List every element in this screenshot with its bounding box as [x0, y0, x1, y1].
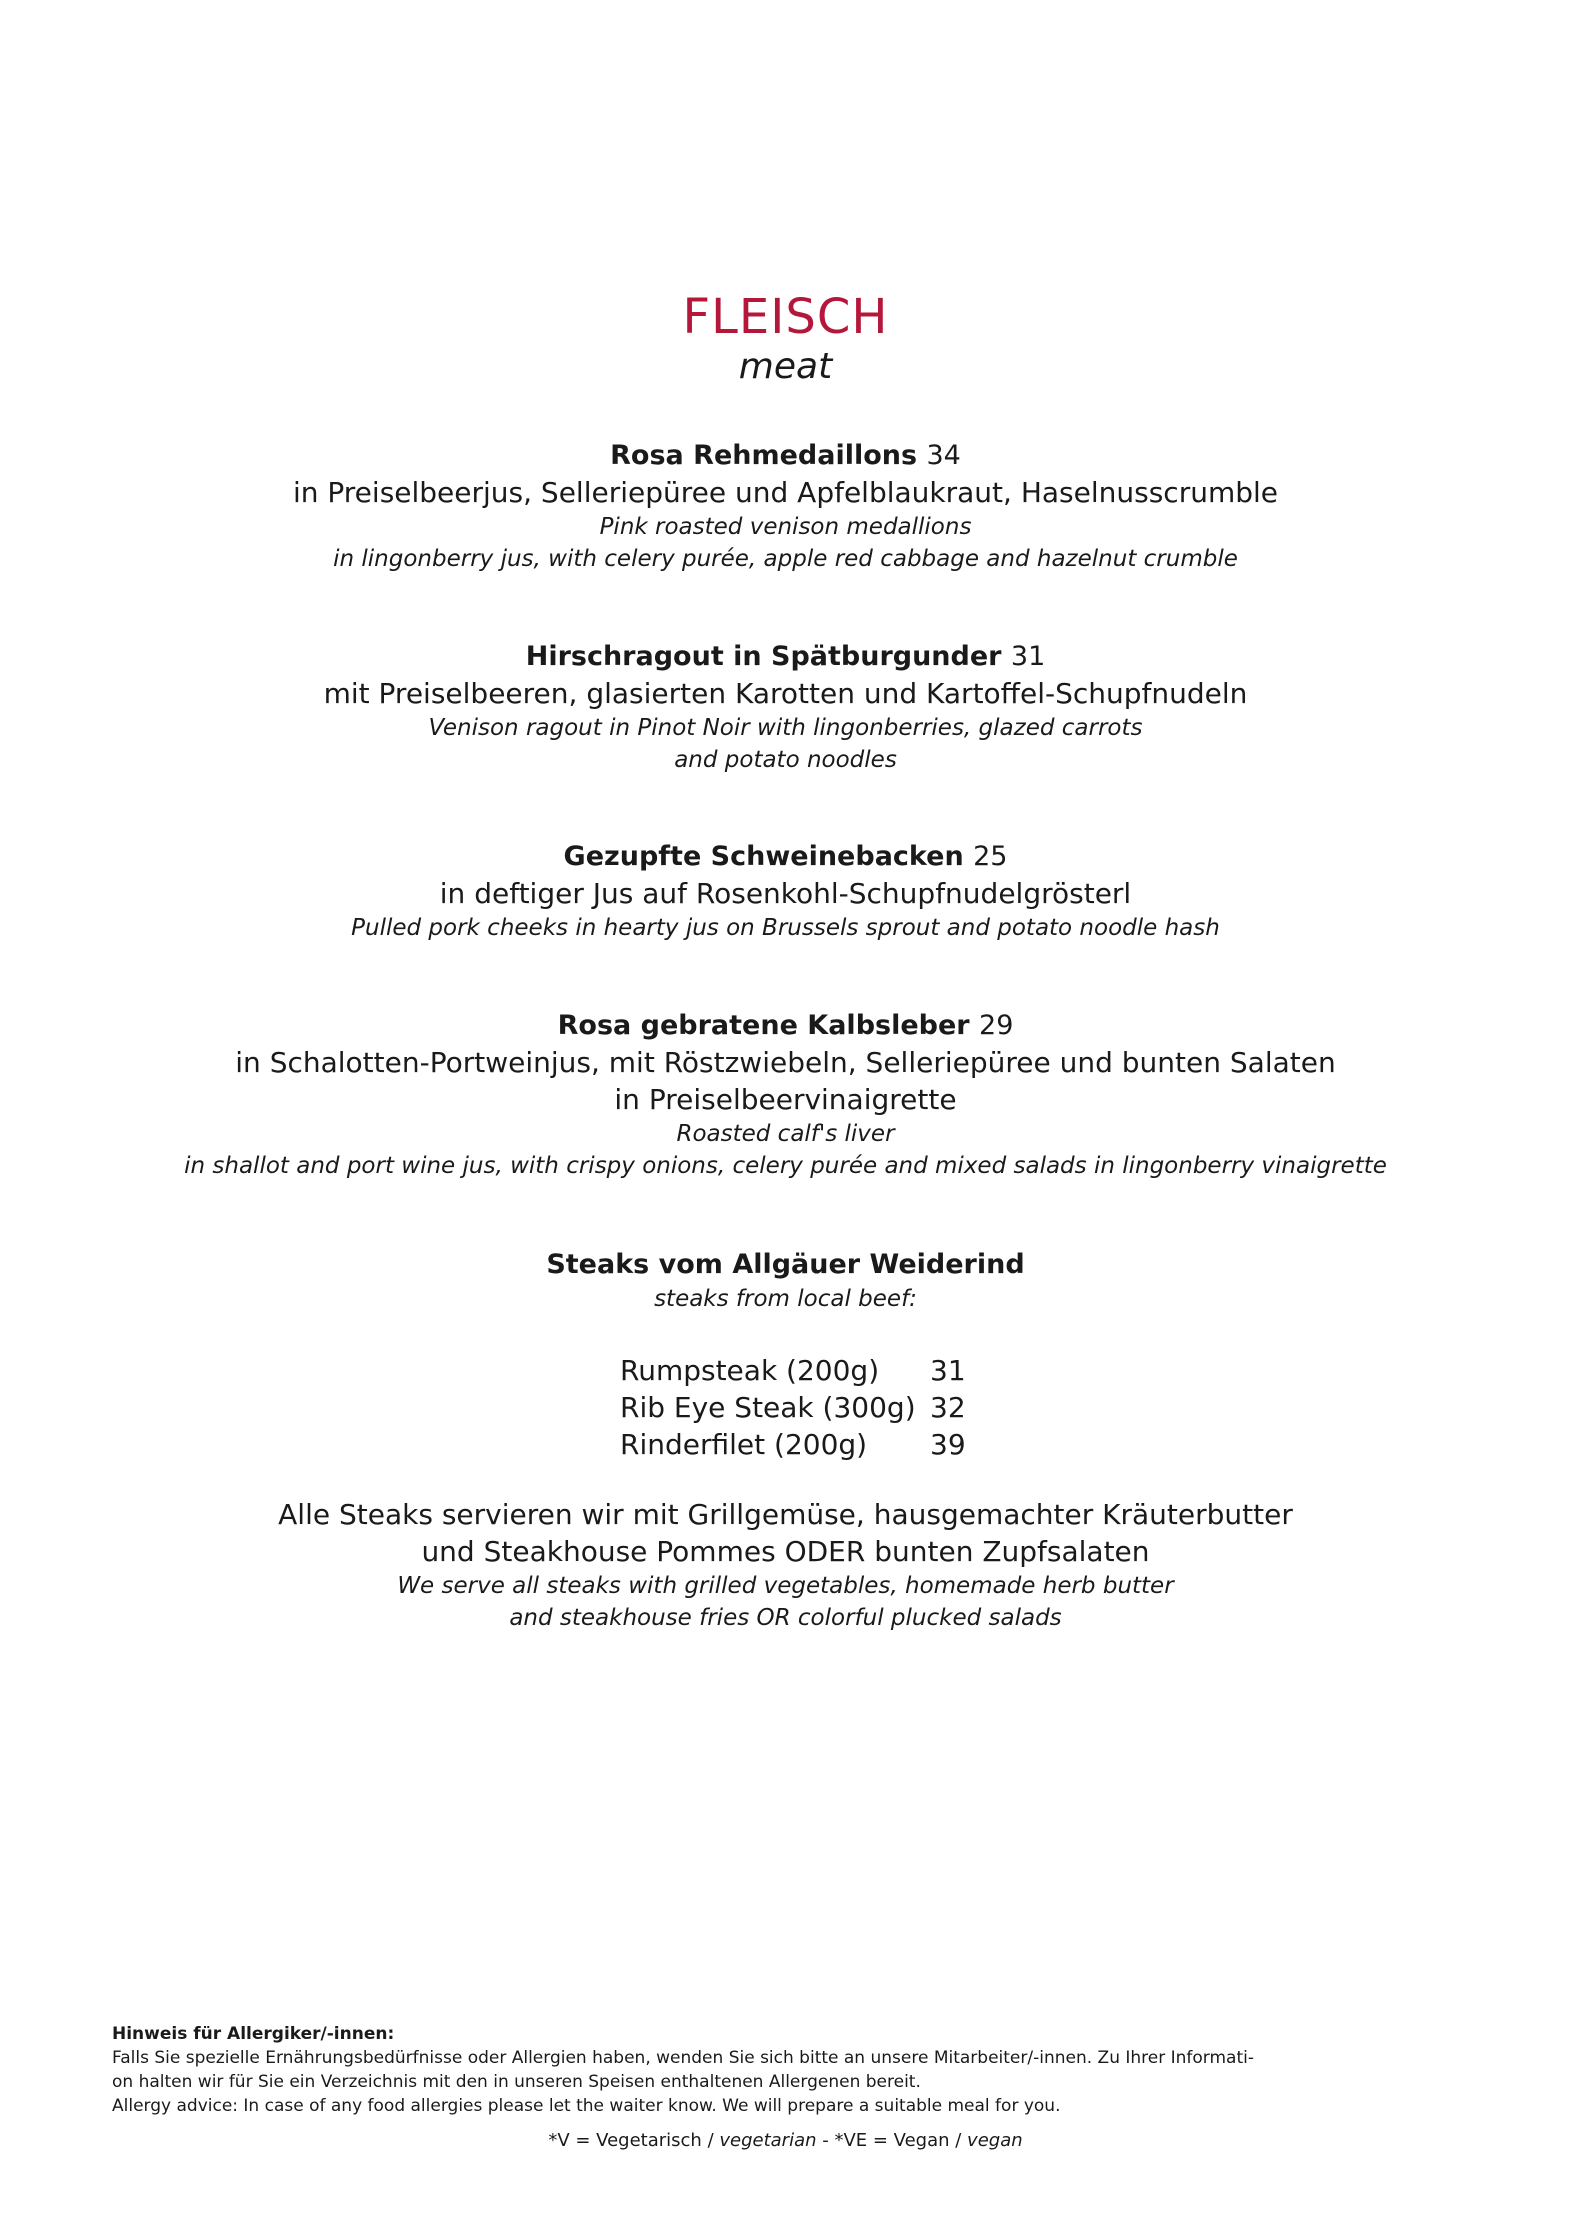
- dish-price: 31: [1010, 641, 1046, 672]
- dish-description-en: Pulled pork cheeks in hearty jus on Brussels sprout and potato noodle hash: [351, 915, 1220, 941]
- legend-vegan-en: vegan: [967, 2130, 1023, 2151]
- steaks-note: [0, 1496, 1571, 1634]
- allergy-text: on halten wir für Sie ein Verzeichnis mit den in unseren Speisen enthaltenen Allergenen bereit.: [112, 2072, 921, 2092]
- steaks-title: Steaks vom Allgäuer Weiderind: [546, 1249, 1025, 1280]
- dish-description-de: mit Preiselbeeren, glasierten Karotten und Kartoffel-Schupfnudeln: [323, 677, 1248, 710]
- section-subtitle: meat: [738, 346, 833, 388]
- dish-schweinebacken: [0, 838, 1571, 944]
- dish-description-de: in Preiselbeerjus, Selleriepüree und Apfelblaukraut, Haselnusscrumble: [292, 476, 1279, 509]
- dish-rehmedaillons: [0, 437, 1571, 575]
- dish-name: Rosa Rehmedaillons: [610, 440, 918, 471]
- allergy-notice: [112, 2022, 1412, 2118]
- steaks-section: [0, 1246, 1571, 1315]
- legend-separator: -: [816, 2130, 835, 2151]
- dish-description-de: in Schalotten-Portweinjus, mit Röstzwiebeln, Selleriepüree und bunten Salaten: [235, 1046, 1336, 1079]
- dish-description-en: in shallot and port wine jus, with crispy onions, celery purée and mixed salads in lingonberry vinaigrette: [184, 1153, 1387, 1179]
- dish-kalbsleber: [0, 1007, 1571, 1182]
- steaks-note-de: und Steakhouse Pommes ODER bunten Zupfsalaten: [421, 1535, 1150, 1568]
- steak-price: 39: [930, 1428, 966, 1461]
- dish-title: [0, 838, 1571, 875]
- steak-price: 32: [930, 1391, 966, 1424]
- dish-description-en: in lingonberry jus, with celery purée, apple red cabbage and hazelnut crumble: [333, 546, 1238, 572]
- section-header: [0, 290, 1571, 387]
- dish-description-en: and potato noodles: [674, 747, 897, 773]
- dish-price: 29: [979, 1010, 1014, 1041]
- dish-title: [0, 437, 1571, 474]
- dish-price: 34: [926, 440, 961, 471]
- steaks-description-en: steaks from local beef:: [654, 1286, 917, 1312]
- legend-vegetarian-en: vegetarian: [719, 2130, 817, 2151]
- steaks-note-en: We serve all steaks with grilled vegetables, homemade herb butter: [397, 1573, 1174, 1599]
- dish-description-de: in Preiselbeervinaigrette: [614, 1083, 957, 1116]
- allergy-heading: Hinweis für Allergiker/-innen:: [112, 2024, 395, 2044]
- dish-price: 25: [973, 841, 1008, 872]
- legend-vegan-de: *VE = Vegan /: [834, 2130, 968, 2151]
- dish-description-en: Pink roasted venison medallions: [599, 514, 972, 540]
- dish-name: Rosa gebratene Kalbsleber: [557, 1010, 970, 1041]
- steak-list: [620, 1352, 980, 1463]
- list-item: [620, 1352, 980, 1389]
- dish-name: Gezupfte Schweinebacken: [563, 841, 964, 872]
- steak-name: Rinderfilet (200g): [620, 1428, 868, 1461]
- allergy-text: Allergy advice: In case of any food allergies please let the waiter know. We will prepare a suitable meal for you.: [112, 2096, 1061, 2116]
- dish-hirschragout: [0, 638, 1571, 776]
- dish-title: [0, 638, 1571, 675]
- dish-description-en: Venison ragout in Pinot Noir with lingonberries, glazed carrots: [428, 715, 1143, 741]
- dish-name: Hirschragout in Spätburgunder: [525, 641, 1002, 672]
- steaks-note-en: and steakhouse fries OR colorful plucked salads: [509, 1605, 1062, 1631]
- list-item: [620, 1426, 980, 1463]
- steak-name: Rib Eye Steak (300g): [620, 1391, 916, 1424]
- section-title: FLEISCH: [682, 289, 889, 345]
- dish-description-de: in deftiger Jus auf Rosenkohl-Schupfnudelgrösterl: [439, 877, 1132, 910]
- list-item: [620, 1389, 980, 1426]
- steak-name: Rumpsteak (200g): [620, 1354, 880, 1387]
- legend-vegetarian-de: *V = Vegetarisch /: [548, 2130, 720, 2151]
- steak-price: 31: [930, 1354, 966, 1387]
- steaks-note-de: Alle Steaks servieren wir mit Grillgemüse, hausgemachter Kräuterbutter: [278, 1498, 1293, 1531]
- allergy-text: Falls Sie spezielle Ernährungsbedürfnisse oder Allergien haben, wenden Sie sich bitte an unsere Mitarbeiter/-innen. Zu Ihrer Informati-: [112, 2048, 1254, 2068]
- dish-title: [0, 1007, 1571, 1044]
- diet-legend: [0, 2130, 1571, 2151]
- dish-description-en: Roasted calf's liver: [676, 1121, 895, 1147]
